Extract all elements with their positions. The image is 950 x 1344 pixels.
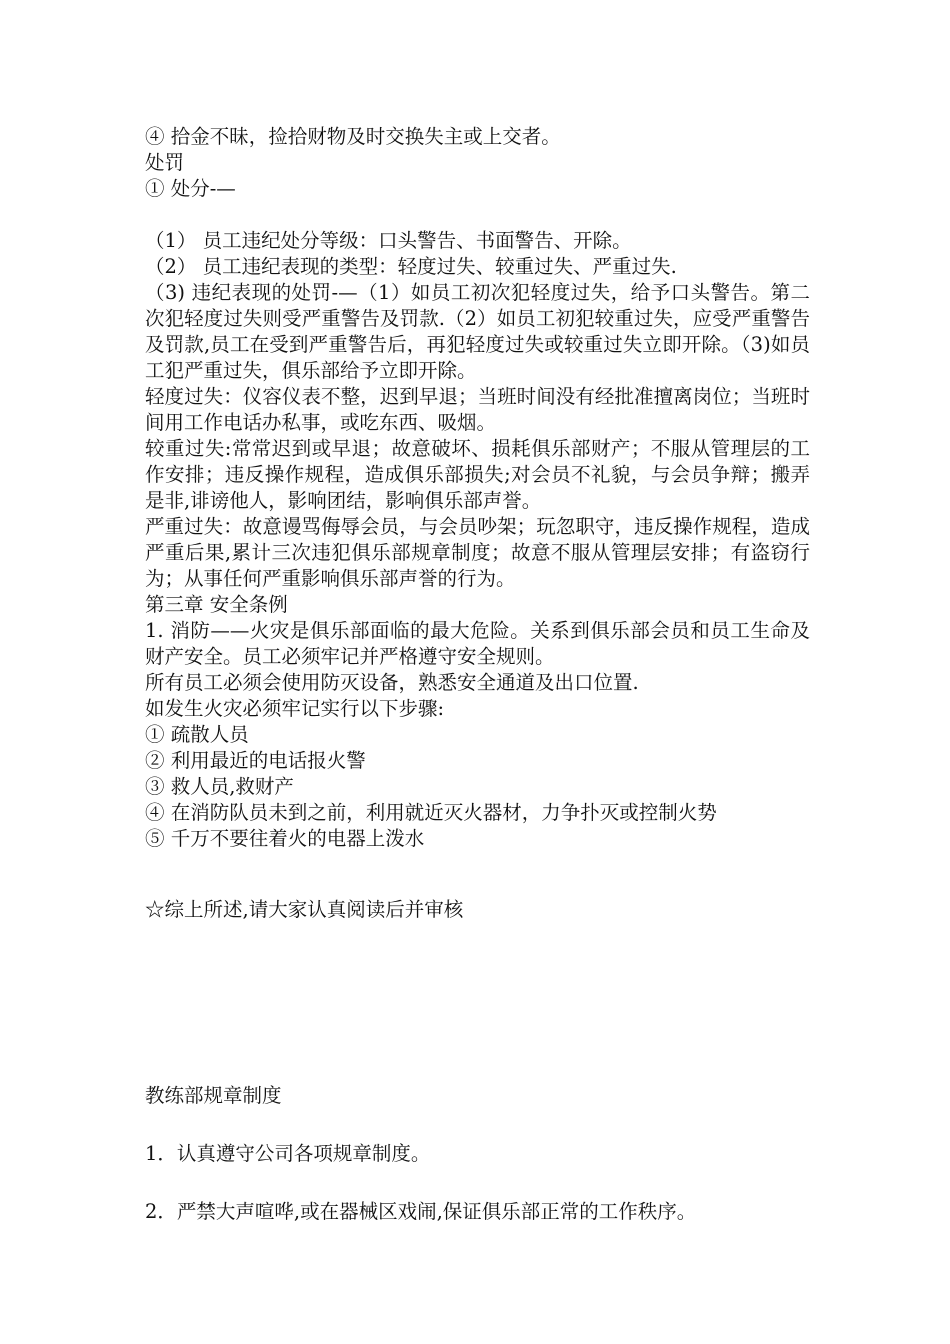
moderate-fault: 较重过失:常常迟到或早退；故意破坏、损耗俱乐部财产；不服从管理层的工作安排；违反操作规程，造成俱乐部损失;对会员不礼貌，与会员争辩；搬弄是非,诽谤他人，影响团结，影响俱乐部声誉。 [145,437,810,512]
violation-types: （2） 员工违纪表现的类型：轻度过失、较重过失、严重过失. [145,255,677,278]
spacer [145,1109,810,1141]
document-body [145,124,810,1225]
penalty-heading: 处罚 [145,151,185,174]
spacer [145,852,810,897]
chapter-three-heading: 第三章 安全条例 [145,593,288,616]
fire-step: ① 疏散人员 [145,723,249,746]
summary-note: ☆综上所述,请大家认真阅读后并审核 [145,898,464,921]
item-found-property: ④ 拾金不昧，捡拾财物及时交换失主或上交者。 [145,125,561,148]
fire-intro: 1. 消防——火灾是俱乐部面临的最大危险。关系到俱乐部会员和员工生命及财产安全。员工必须牢记并严格遵守安全规则。 [145,619,810,668]
fire-step: ⑤ 千万不要往着火的电器上泼水 [145,827,425,850]
fire-equipment: 所有员工必须会使用防灭设备，熟悉安全通道及出口位置. [145,671,639,694]
violation-levels: （1） 员工违纪处分等级：口头警告、书面警告、开除。 [145,229,632,252]
coach-rule: 1．认真遵守公司各项规章制度。 [145,1142,431,1165]
serious-fault: 严重过失：故意谩骂侮辱会员，与会员吵架；玩忽职守，违反操作规程，造成严重后果,累计三次违犯俱乐部规章制度；故意不服从管理层安排；有盗窃行为；从事任何严重影响俱乐部声誉的行为。 [145,515,810,590]
minor-fault: 轻度过失：仪容仪表不整，迟到早退；当班时间没有经批准擅离岗位；当班时间用工作电话办私事，或吃东西、吸烟。 [145,385,810,434]
violation-penalties: （3) 违纪表现的处罚-—（1）如员工初次犯轻度过失，给予口头警告。第二次犯轻度过失则受严重警告及罚款.（2）如员工初犯较重过失，应受严重警告及罚款,员工在受到严重警告后，再犯轻度过失或较重过失立即开除。（3)如员工犯严重过失，俱乐部给予立即开除。 [145,281,810,382]
fire-step: ③ 救人员,救财产 [145,775,294,798]
spacer [145,1167,810,1199]
disposal-heading: ① 处分-— [145,177,236,200]
spacer [145,202,810,228]
spacer [145,923,810,1083]
fire-steps-intro: 如发生火灾必须牢记实行以下步骤: [145,697,445,720]
fire-step: ④ 在消防队员未到之前，利用就近灭火器材，力争扑灭或控制火势 [145,801,717,824]
fire-step: ② 利用最近的电话报火警 [145,749,366,772]
coach-rule: 2．严禁大声喧哗,或在器械区戏闹,保证俱乐部正常的工作秩序。 [145,1200,697,1223]
coach-rules-title: 教练部规章制度 [145,1084,282,1107]
